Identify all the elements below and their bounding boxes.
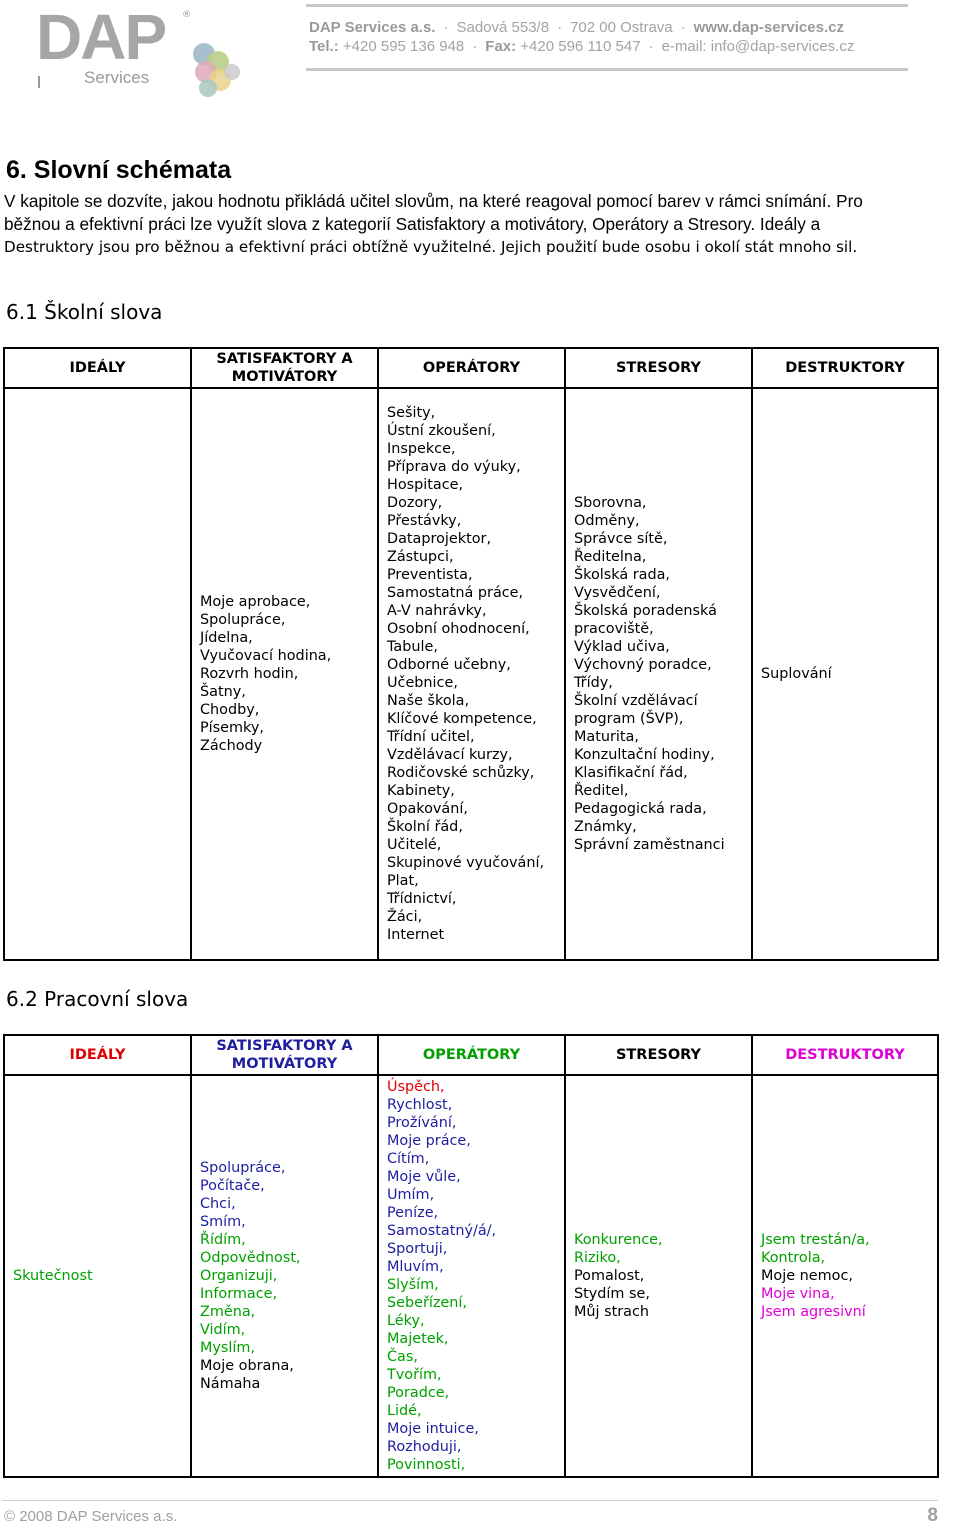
work-words-table (3, 1034, 939, 1478)
list-item: A-V nahrávky, (387, 603, 487, 619)
address: Sadová 553/8 (456, 19, 550, 36)
list-item: Hospitace, (387, 477, 464, 493)
list-item: Peníze, (387, 1205, 439, 1221)
school-words-title: 6.1 Školní slova (6, 300, 163, 324)
list-item: Změna, (200, 1304, 256, 1320)
list-item: Cítím, (387, 1151, 430, 1167)
list-item: Správce sítě, (574, 531, 668, 547)
list-item: Moje nemoc, (761, 1268, 853, 1284)
list-item: Moje vina, (761, 1286, 835, 1302)
list-item: Tabule, (387, 639, 438, 655)
list-item: Odpovědnost, (200, 1250, 301, 1266)
contact-line-1: DAP Services a.s. · Sadová 553/8 · 702 00 Ostrava · www.dap-services.cz (309, 19, 844, 36)
list-item: Sportuji, (387, 1241, 448, 1257)
list-item: Záchody (200, 738, 263, 754)
list-item: Příprava do výuky, (387, 459, 521, 475)
header-stresory: STRESORY (565, 348, 752, 388)
registered-mark: ® (182, 10, 191, 20)
header-stresory: STRESORY (565, 1035, 752, 1075)
page-number: 8 (927, 1505, 938, 1526)
list-item: Rozhoduji, (387, 1439, 462, 1455)
list-item: Stydím se, (574, 1286, 650, 1302)
header-idealy: IDEÁLY (4, 1035, 191, 1075)
cell-operatory (378, 388, 565, 960)
list-item: Kontrola, (761, 1250, 826, 1266)
list-item: Majetek, (387, 1331, 449, 1347)
list-item: Léky, (387, 1313, 425, 1329)
list-item: Úspěch, (387, 1079, 445, 1095)
list-item: Preventista, (387, 567, 473, 583)
list-item: Lidé, (387, 1403, 422, 1419)
table-row (4, 388, 938, 960)
list-item: Námaha (200, 1376, 261, 1392)
header-operatory: OPERÁTORY (378, 348, 565, 388)
cell-stresory (565, 388, 752, 960)
contact-line-2: Tel.: +420 595 136 948 · Fax: +420 596 110 547 · e-mail: info@dap-services.cz (309, 38, 855, 55)
cell-destruktory (752, 388, 938, 960)
list-item: Výchovný poradce, (574, 657, 712, 673)
list-item: Skupinové vyučování, (387, 855, 545, 871)
list-item: Písemky, (200, 720, 264, 736)
work-words-title: 6.2 Pracovní slova (6, 987, 189, 1011)
cell-satisfaktory (191, 388, 378, 960)
list-item: Dataprojektor, (387, 531, 492, 547)
list-item: Povinnosti, (387, 1457, 466, 1473)
list-item: Jsem agresivní (761, 1304, 866, 1320)
header-operatory: OPERÁTORY (378, 1035, 565, 1075)
list-item: Informace, (200, 1286, 278, 1302)
cell-idealy (4, 388, 191, 960)
list-item: Smím, (200, 1214, 246, 1230)
list-item: Školní řád, (387, 819, 463, 835)
list-item: Spolupráce, (200, 1160, 286, 1176)
intro-line: běžnou a efektivní práci lze využít slova z kategorií Satisfaktory a motivátory, Operátory a Stresory. Ideály a (4, 214, 821, 234)
list-item: Osobní ohodnocení, (387, 621, 530, 637)
list-item: Klasifikační řád, (574, 765, 688, 781)
list-item: Prožívání, (387, 1115, 457, 1131)
header-satisfaktory: SATISFAKTORY A MOTIVÁTORY (191, 1035, 378, 1075)
list-item: Konkurence, (574, 1232, 663, 1248)
list-item: Maturita, (574, 729, 639, 745)
table-row (4, 1075, 938, 1477)
list-item: Vzdělávací kurzy, (387, 747, 513, 763)
list-item: Známky, (574, 819, 637, 835)
header-divider-bottom (306, 68, 908, 71)
header-idealy: IDEÁLY (4, 348, 191, 388)
list-item: Vyučovací hodina, (200, 648, 332, 664)
list-item: Rozvrh hodin, (200, 666, 299, 682)
list-item: Rychlost, (387, 1097, 453, 1113)
cell-satisfaktory (191, 1075, 378, 1477)
list-item: Ředitelna, (574, 549, 647, 565)
section-title: 6. Slovní schémata (6, 156, 232, 184)
footer-divider (2, 1500, 938, 1501)
cell-destruktory (752, 1075, 938, 1477)
list-item: Opakování, (387, 801, 468, 817)
list-item: Učitelé, (387, 837, 442, 853)
logo-bar (38, 76, 40, 88)
list-item: Moje práce, (387, 1133, 471, 1149)
list-item: Sborovna, (574, 495, 647, 511)
list-item: Skutečnost (13, 1268, 93, 1284)
list-item: Školská rada, (574, 567, 670, 583)
list-item: Pedagogická rada, (574, 801, 707, 817)
list-item: Šatny, (200, 684, 246, 700)
section-intro (4, 190, 960, 259)
list-item: Mluvím, (387, 1259, 444, 1275)
list-item: Moje obrana, (200, 1358, 294, 1374)
list-item: Třídy, (574, 675, 613, 691)
list-item: Ředitel, (574, 783, 629, 799)
list-item: Moje intuice, (387, 1421, 479, 1437)
list-item: Výklad učiva, (574, 639, 670, 655)
list-item: Internet (387, 927, 445, 943)
table-header-row (4, 1035, 938, 1075)
list-item: Třídní učitel, (387, 729, 475, 745)
table-header-row (4, 348, 938, 388)
list-item: Inspekce, (387, 441, 456, 457)
list-item: Samostatný/á/, (387, 1223, 497, 1239)
list-item: Klíčové kompetence, (387, 711, 537, 727)
list-item: Organizuji, (200, 1268, 278, 1284)
list-item: Pomalost, (574, 1268, 645, 1284)
list-item: Dozory, (387, 495, 443, 511)
list-item: Počítače, (200, 1178, 265, 1194)
list-item: Školská poradenská (574, 603, 717, 619)
list-item: Žáci, (387, 909, 423, 925)
cell-operatory (378, 1075, 565, 1477)
fax-label: Fax: (485, 38, 517, 55)
cell-idealy (4, 1075, 191, 1477)
list-item: Odborné učebny, (387, 657, 511, 673)
list-item: Jsem trestán/a, (761, 1232, 870, 1248)
list-item: Školní vzdělávací (574, 693, 698, 709)
list-item: Samostatná práce, (387, 585, 524, 601)
logo-text: DAP (36, 1, 166, 73)
website-link[interactable]: www.dap-services.cz (693, 19, 844, 36)
list-item: Moje aprobace, (200, 594, 311, 610)
list-item: Umím, (387, 1187, 435, 1203)
list-item: Chci, (200, 1196, 236, 1212)
list-item: Jídelna, (200, 630, 253, 646)
list-item: Učebnice, (387, 675, 458, 691)
list-item: Riziko, (574, 1250, 621, 1266)
logo-subtitle: Services (84, 68, 150, 87)
list-item: Třídnictví, (387, 891, 457, 907)
header-destruktory: DESTRUKTORY (752, 348, 938, 388)
list-item: Kabinety, (387, 783, 455, 799)
list-item: Konzultační hodiny, (574, 747, 715, 763)
intro-line: Destruktory jsou pro běžnou a efektivní práci obtížně využitelné. Jejich použití bude osobu i okolí stát mnoho sil. (4, 238, 858, 256)
tel-number: +420 595 136 948 (342, 38, 465, 55)
list-item: Spolupráce, (200, 612, 286, 628)
list-item: Můj strach (574, 1304, 650, 1320)
list-item: Moje vůle, (387, 1169, 461, 1185)
intro-line: V kapitole se dozvíte, jakou hodnotu přikládá učitel slovům, na které reagoval pomocí barev v rámci snímání. Pro (4, 191, 863, 211)
list-item: Odměny, (574, 513, 640, 529)
school-words-table (3, 347, 939, 961)
city: 702 00 Ostrava (570, 19, 673, 36)
list-item: Vysvědčení, (574, 585, 661, 601)
list-item: Řídím, (200, 1232, 246, 1248)
company-logo (36, 1, 216, 96)
list-item: program (ŠVP), (574, 711, 684, 727)
list-item: Slyším, (387, 1277, 439, 1293)
list-item: Plat, (387, 873, 419, 889)
cell-stresory (565, 1075, 752, 1477)
list-item: Přestávky, (387, 513, 462, 529)
list-item: Zástupci, (387, 549, 454, 565)
list-item: Správní zaměstnanci (574, 837, 725, 853)
list-item: Tvořím, (387, 1367, 442, 1383)
list-item: Myslím, (200, 1340, 256, 1356)
list-item: Ústní zkoušení, (387, 423, 496, 439)
company-name: DAP Services a.s. (309, 19, 436, 36)
tel-label: Tel.: (309, 38, 339, 55)
list-item: Sebeřízení, (387, 1295, 467, 1311)
email-link[interactable]: e-mail: info@dap-services.cz (661, 38, 855, 55)
header-divider-top (306, 4, 908, 7)
header-destruktory: DESTRUKTORY (752, 1035, 938, 1075)
list-item: pracoviště, (574, 621, 654, 637)
list-item: Suplování (761, 666, 832, 682)
logo-circles-icon (176, 40, 248, 100)
list-item: Rodičovské schůzky, (387, 765, 535, 781)
fax-number: +420 596 110 547 (520, 38, 641, 55)
footer-copyright: © 2008 DAP Services a.s. (4, 1508, 178, 1525)
list-item: Vidím, (200, 1322, 246, 1338)
list-item: Čas, (387, 1349, 418, 1365)
list-item: Poradce, (387, 1385, 450, 1401)
list-item: Sešity, (387, 405, 436, 421)
header-satisfaktory: SATISFAKTORY A MOTIVÁTORY (191, 348, 378, 388)
list-item: Chodby, (200, 702, 260, 718)
list-item: Naše škola, (387, 693, 470, 709)
